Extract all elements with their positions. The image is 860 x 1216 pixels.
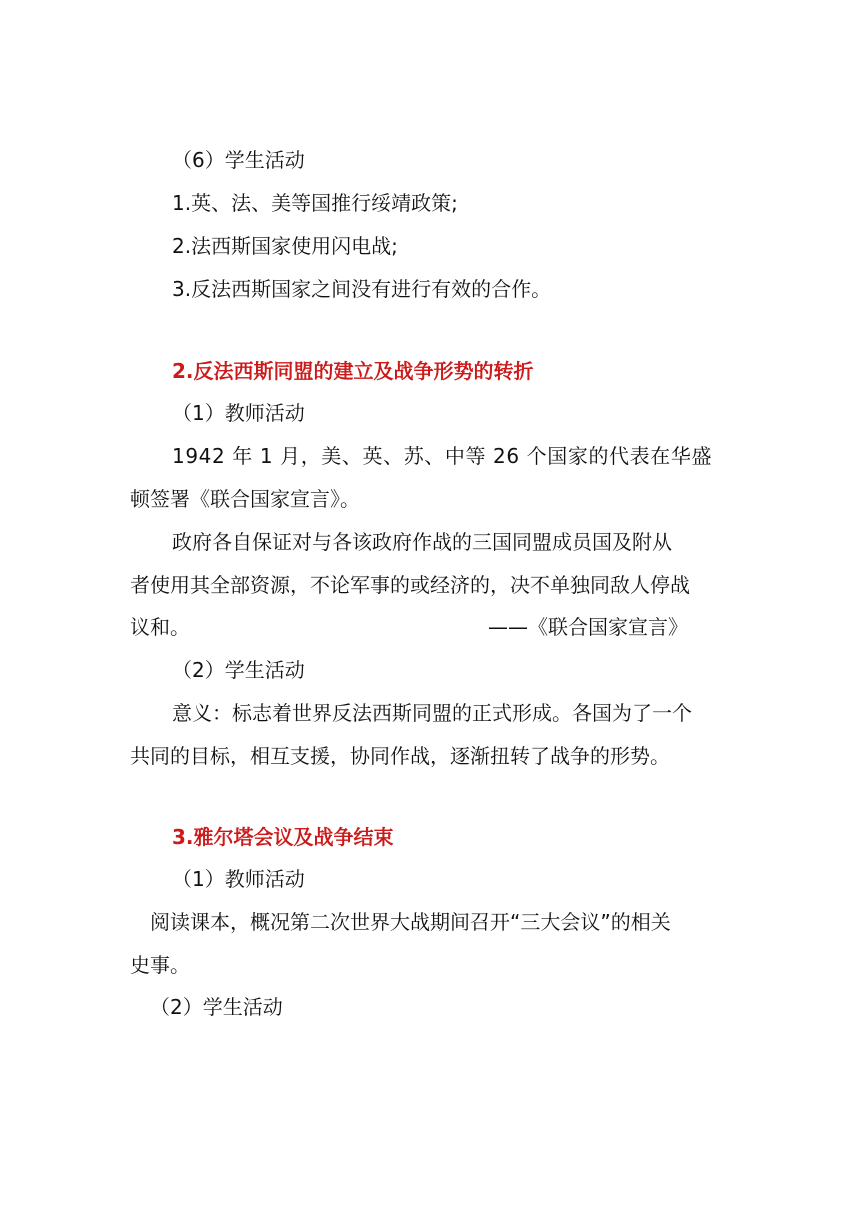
significance-line-2: 共同的目标，相互支援，协同作战，逐渐扭转了战争的形势。 (130, 744, 670, 768)
section-3-task-line-2: 史事。 (130, 953, 190, 977)
quote-source: ——《联合国家宣言》 (488, 615, 688, 639)
section-2-heading: 2.反法西斯同盟的建立及战争形势的转折 (172, 359, 534, 383)
quote-line-3: 议和。 (130, 615, 190, 639)
section-3-task-line-1: 阅读课本，概况第二次世界大战期间召开“三大会议”的相关 (150, 910, 671, 934)
section-3-student-activity-label: （2）学生活动 (150, 995, 283, 1019)
reason-item-1: 1.英、法、美等国推行绥靖政策; (172, 191, 458, 215)
section-3-teacher-activity-label: （1）教师活动 (172, 867, 305, 891)
section-2-student-activity-label: （2）学生活动 (172, 658, 305, 682)
section-2-paragraph-line-1: 1942 年 1 月，美、英、苏、中等 26 个国家的代表在华盛 (172, 444, 713, 468)
section-2-paragraph-line-2: 顿签署《联合国家宣言》。 (130, 487, 360, 511)
quote-line-1: 政府各自保证对与各该政府作战的三国同盟成员国及附从 (172, 530, 672, 554)
quote-line-2: 者使用其全部资源，不论军事的或经济的，决不单独同敌人停战 (130, 573, 690, 597)
significance-line-1: 意义：标志着世界反法西斯同盟的正式形成。各国为了一个 (172, 701, 692, 725)
student-activity-6-label: （6）学生活动 (172, 148, 305, 172)
section-3-heading: 3.雅尔塔会议及战争结束 (172, 825, 394, 849)
reason-item-3: 3.反法西斯国家之间没有进行有效的合作。 (172, 277, 552, 301)
reason-item-2: 2.法西斯国家使用闪电战; (172, 234, 398, 258)
section-2-teacher-activity-label: （1）教师活动 (172, 401, 305, 425)
